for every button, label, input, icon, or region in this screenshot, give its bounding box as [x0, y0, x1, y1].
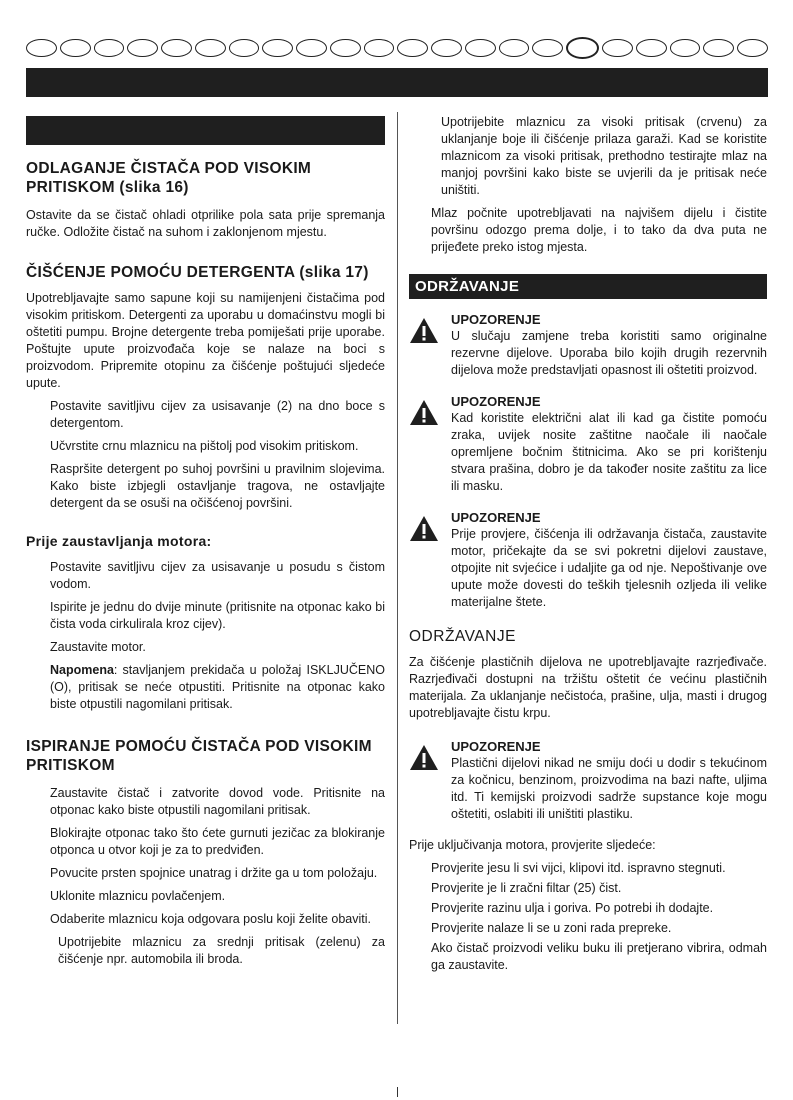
page-tabs: [26, 37, 768, 59]
warning-icon: [409, 515, 439, 547]
warning-block: [409, 738, 767, 823]
storage-title: ODLAGANJE ČISTAČA POD VISOKIM PRITISKOM (slika 16): [26, 160, 312, 196]
warning-block: [409, 311, 767, 379]
page-tab-oval: [465, 39, 496, 57]
list-item: Blokirajte otponac tako što ćete gurnuti jezičac za blokiranje otponca u otvor koji je za to predviđen.: [50, 826, 385, 857]
list-subitem: Upotrijebite mlaznicu za srednji pritisak (zelenu) za čišćenje npr. automobila ili broda.: [58, 935, 385, 966]
detergent-title: ČIŠĆENJE POMOĆU DETERGENTA (slika 17): [26, 264, 369, 281]
page-tab-oval: [60, 39, 91, 57]
list-item: Postavite savitljivu cijev za usisavanje (2) na dno boce s detergentom.: [50, 399, 385, 430]
warning-text: Kad koristite električni alat ili kad ga čistite pomoću zraka, uvijek nosite zaštitne naočale ili naočale opremljene bočnim štitnicima. Ako se pri korištenju stvara prašina, dobro je da također nosite zaštitu za lice ili masku.: [451, 411, 767, 493]
page-tab-oval: [296, 39, 327, 57]
page-tab-oval: [532, 39, 563, 57]
warning-title: UPOZORENJE: [451, 394, 541, 409]
right-column: [409, 114, 767, 974]
maintenance-header: ODRŽAVANJE: [409, 274, 767, 299]
note-text: : stavljanjem prekidača u položaj ISKLJUČENO (O), pritisak se neće otpustiti. Pritisnite na otponac kako biste otpustili nagomilani pritisak.: [50, 663, 385, 711]
warning-text: U slučaju zamjene treba koristiti samo originalne rezervne dijelove. Uporaba bilo kojih drugih rezervnih dijelova može predstavljati opasnost ili oštetiti proizvod.: [451, 329, 767, 377]
header-bar: [26, 68, 768, 97]
warning-title: UPOZORENJE: [451, 312, 541, 327]
page-tab-oval: [229, 39, 260, 57]
list-item: Zaustavite motor.: [50, 640, 146, 654]
checks-intro: Prije uključivanja motora, provjerite sljedeće:: [409, 838, 656, 852]
rinse-title: ISPIRANJE POMOĆU ČISTAČA POD VISOKIM PRITISKOM: [26, 738, 372, 774]
page-tab-oval: [670, 39, 701, 57]
warning-icon: [409, 399, 439, 431]
list-item: Mlaz počnite upotrebljavati na najvišem dijelu i čistite površinu odozgo prema dolje, i to tako da dva puta ne prijeđete preko istog mjesta.: [431, 206, 767, 254]
list-item: Ispirite je jednu do dvije minute (pritisnite na otponac kako bi čista voda cirkulirala kroz cijev).: [50, 600, 385, 631]
page-tab-oval: [94, 39, 125, 57]
note-label: Napomena: [50, 663, 114, 677]
list-item: Raspršite detergent po suhoj površini u pravilnim slojevima. Kako biste izbjegli ostavljanje tragova, ne ostavljajte detergent da se osuši na očišćenoj površini.: [50, 462, 385, 510]
page-tab-oval: [364, 39, 395, 57]
before-stop-title: Prije zaustavljanja motora:: [26, 533, 212, 549]
list-item: Odaberite mlaznicu koja odgovara poslu koji želite obaviti.: [50, 912, 372, 926]
list-item: Povucite prsten spojnice unatrag i držite ga u tom položaju.: [50, 866, 378, 880]
warning-text: Plastični dijelovi nikad ne smiju doći u dodir s tekućinom za kočnicu, benzinom, proizvodima na bazi nafte, uljima itd. Ti kemijski proizvodi sadrže supstance koje mogu oštetiti, oslabiti ili uništiti plastiku.: [451, 756, 767, 821]
column-divider: [397, 112, 398, 1024]
list-item: Učvrstite crnu mlaznicu na pištolj pod visokim pritiskom.: [50, 439, 359, 453]
warning-block: [409, 393, 767, 495]
left-column: [26, 112, 385, 968]
page-tab-oval: [26, 39, 57, 57]
storage-paragraph: Ostavite da se čistač ohladi otprilike pola sata prije spremanja ručke. Odložite čistač na suhom i zaklonjenom mjestu.: [26, 208, 385, 239]
check-item: Ako čistač proizvodi veliku buku ili pretjerano vibrira, odmah ga zaustavite.: [431, 941, 767, 972]
detergent-paragraph: Upotrebljavajte samo sapune koji su namijenjeni čistačima pod visokim pritiskom. Detergenti za uporabu u domaćinstvu mogli bi oštetiti pumpu. Brojne detergente treba pomiješati prije uporabe. Poštujte upute proizvođača koje se nalaze na boci s proizvodom. Pripremite otopinu za čišćenje poštujući sljedeće upute.: [26, 291, 385, 390]
page-tab-oval: [499, 39, 530, 57]
warning-title: UPOZORENJE: [451, 739, 541, 754]
maintenance-subtitle: ODRŽAVANJE: [409, 628, 516, 645]
page-tab-oval: [262, 39, 293, 57]
page-tab-oval: [737, 39, 768, 57]
page-tab-oval: [636, 39, 667, 57]
check-item: Provjerite jesu li svi vijci, klipovi itd. ispravno stegnuti.: [431, 861, 726, 875]
page-marker: [397, 1087, 398, 1097]
page-tab-oval: [602, 39, 633, 57]
check-item: Provjerite je li zračni filtar (25) čist.: [431, 881, 622, 895]
warning-block: [409, 509, 767, 611]
page-tab-oval: [566, 37, 599, 59]
page-tab-oval: [397, 39, 428, 57]
list-subitem: Upotrijebite mlaznicu za visoki pritisak (crvenu) za uklanjanje boje ili čišćenje prilaza garaži. Kad se koristite mlaznicom za visoki pritisak, prethodno testirajte mlaz na manjoj površini kako biste se uvjerili da je pritisak neće uništiti.: [441, 115, 767, 197]
maintenance-paragraph: Za čišćenje plastičnih dijelova ne upotrebljavajte razrjeđivače. Razrjeđivači dostupni na tržištu oštetit će većinu plastičnih materijala. Za uklanjanje nečistoća, prašine, ulja, masti i drugog upotrebljavajte čistu krpu.: [409, 655, 767, 720]
page-tab-oval: [330, 39, 361, 57]
list-item: Zaustavite čistač i zatvorite dovod vode. Pritisnite na otponac kako biste otpustili nagomilani pritisak.: [50, 786, 385, 817]
page-tab-oval: [431, 39, 462, 57]
check-item: Provjerite razinu ulja i goriva. Po potrebi ih dodajte.: [431, 901, 714, 915]
warning-icon: [409, 744, 439, 776]
page-tab-oval: [161, 39, 192, 57]
page-tab-oval: [195, 39, 226, 57]
warning-icon: [409, 317, 439, 349]
page-tab-oval: [703, 39, 734, 57]
note: [26, 662, 385, 713]
check-item: Provjerite nalaze li se u zoni rada prepreke.: [431, 921, 672, 935]
list-item: Postavite savitljivu cijev za usisavanje u posudu s čistom vodom.: [50, 560, 385, 591]
page-tab-oval: [127, 39, 158, 57]
warning-title: UPOZORENJE: [451, 510, 541, 525]
list-item: Uklonite mlaznicu povlačenjem.: [50, 889, 226, 903]
left-section-bar: [26, 116, 385, 145]
warning-text: Prije provjere, čišćenja ili održavanja čistača, zaustavite motor, pričekajte da se svi pokretni dijelovi zaustave, otpojite nit svjećice i udaljite ga od nje. Nepoštivanje ove upute može dovesti do teških tjelesnih ozljeda ili velike materijalne štete.: [451, 527, 767, 609]
